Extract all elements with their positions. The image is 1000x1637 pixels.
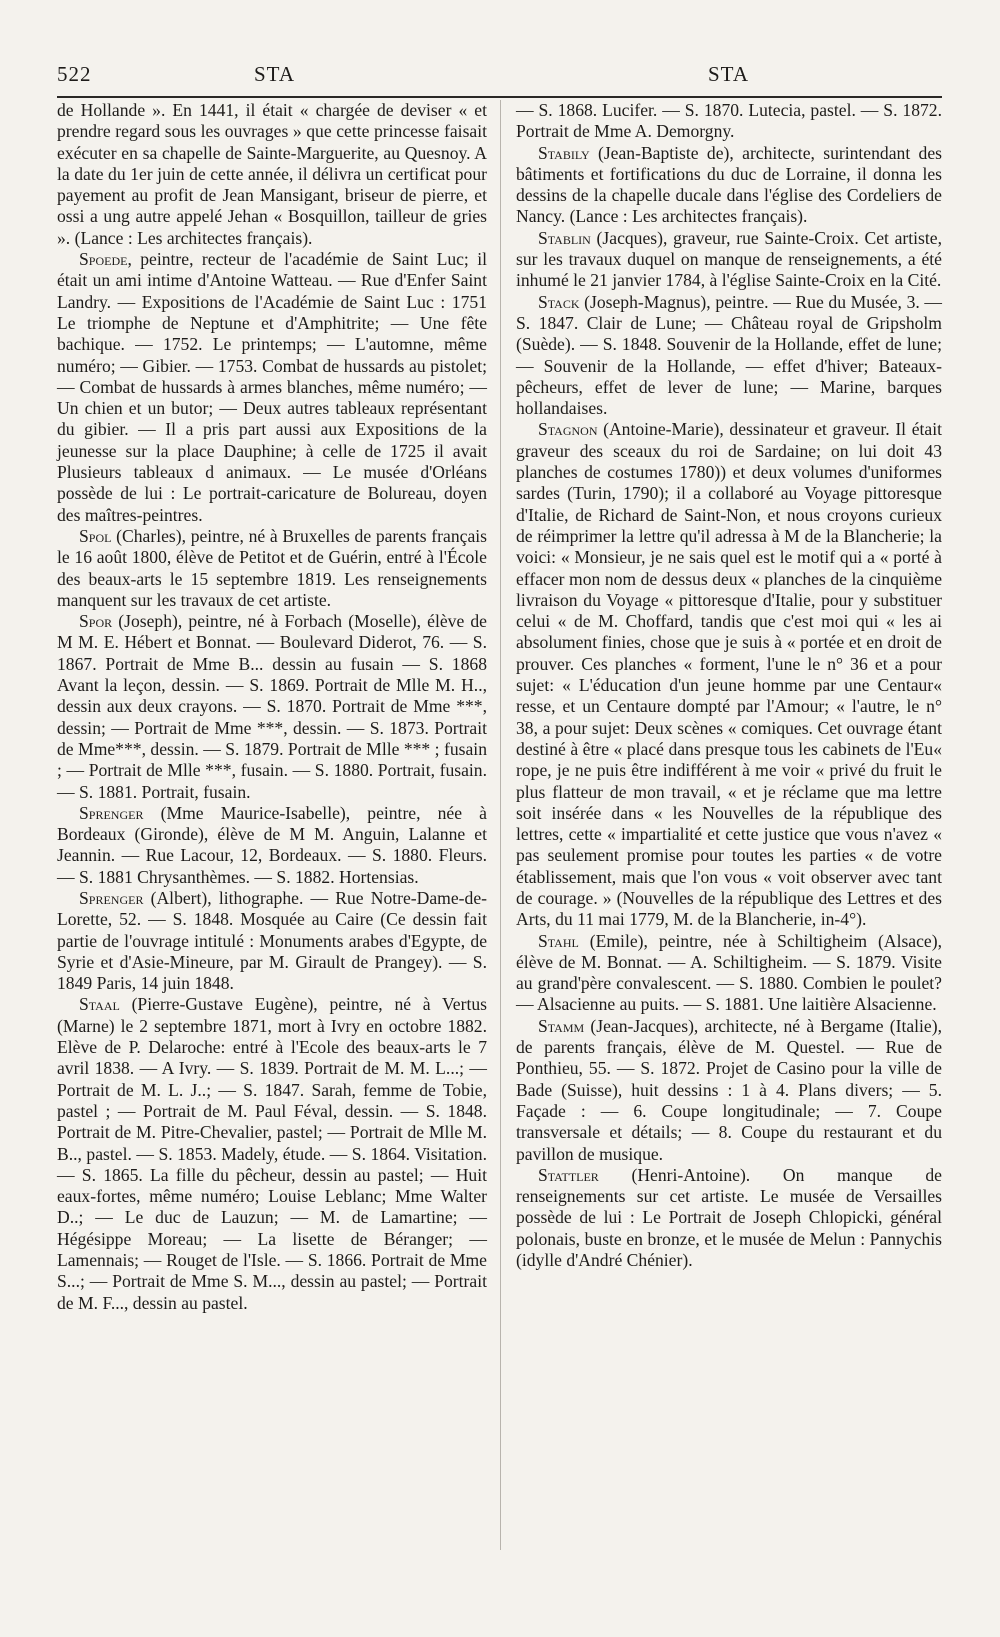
entry-text: (Jean-Baptiste de), architecte, surintendant des bâtiments et fortifications du duc de Lorraine, il donna les dessins de la chapelle ducale dans l'église des Cordeliers de Nancy. (Lance : Les architectes français). [516, 142, 942, 227]
entry-text: , peintre, recteur de l'académie de Saint Luc; il était un ami intime d'Antoine Watteau. — Rue d'Enfer Saint Landry. — Expositions de l'Académie de Saint Luc : 1751 Le triomphe de Neptune et d'Amphitrite; — Une fête bachique. — 1752. Le printemps; — L'automne, même numéro; — Gibier. — 1753. Combat de hussards au pistolet; — Combat de hussards à armes blanches, même numéro; — Un chien et un butor; — Deux autres tableaux représentant du gibier. — Il a pris part aussi aux Expositions de la jeunesse sur la place Dauphine; à celle de 1725 il avait Plusieurs tableaux d animaux. — Le musée d'Orléans possède de lui : Le portrait-caricature de Bolureau, doyen des maîtres-peintres. [57, 249, 487, 525]
entry-paragraph [516, 228, 942, 292]
entry-name: Sprenger [79, 887, 144, 908]
entry-text: (Albert), lithographe. — Rue Notre-Dame-de-Lorette, 52. — S. 1848. Mosquée au Caire (Ce dessin fait partie de l'ouvrage intitulé : Monuments arabes d'Egypte, de Syrie et d'Asie-Mineure, par M. Girault de Prangey). — S. 1849 Paris, 14 juin 1848. [57, 887, 487, 994]
entry-paragraph [516, 292, 942, 420]
entry-paragraph [516, 1165, 942, 1271]
left-column [57, 100, 487, 1314]
entry-paragraph [57, 994, 487, 1313]
entry-paragraph [516, 931, 942, 1016]
running-head-left: STA [254, 62, 295, 86]
entry-name: Staal [79, 994, 120, 1015]
entry-name: Sprenger [79, 802, 144, 823]
entry-paragraph [57, 803, 487, 888]
entry-paragraph [57, 526, 487, 611]
entry-text: (Antoine-Marie), dessinateur et graveur. Il était graveur des sceaux du roi de Sardaine; on lui doit 43 planches de costumes 1780)) et deux volumes d'uniformes sardes (Turin, 1790); il a collaboré au Voyage pittoresque d'Italie, de Richard de Saint-Non, et nous croyons curieux de réimprimer la lettre qu'il adressa à M de la Blancherie; la voici: « Monsieur, je ne sais quel est le motif qui a « porté à effacer mon nom de dessus deux « planches de la cinquième livraison du Voyage « pittoresque d'Italie, pour y substituer celui « de M. Choffard, tandis que c'est moi qui « les ai absolument finies, chose que je suis à « portée et en droit de prouver. Ces planches « forment, l'une le n° 36 et a pour sujet: « L'éducation d'un jeune homme par une Centaur« resse, et un Centaure dompté par l'Amour; « l'autre, le n° 38, a pour sujet: Deux scènes « comiques. Cet ouvrage étant destiné à être « placé dans presque tous les cabinets de l'Eu« rope, je ne puis être indifférent à me voir « privé du fruit le plus flatteur de mon travail, « et je réclame que ma lettre soit insérée dans « les Nouvelles de la république des lettres, cette « impartialité et cette justice que vous n'avez « pas seulement promise pour toutes les parties « de votre établissement, mais que l'on vous « voit observer avec tant de courage. » (Nouvelles de la république des Lettres et des Arts, du 11 mai 1779, M. de la Blancherie, in-4°). [516, 419, 942, 930]
entry-text: (Joseph-Magnus), peintre. — Rue du Musée, 3. — S. 1847. Clair de Lune; — Château royal de Gripsholm (Suède). — S. 1848. Souvenir de la Hollande, effet de lune; — Souvenir de la Hollande, — effet d'hiver; Bateaux-pêcheurs, effet de lever de lune; — Marine, barques hollandaises. [516, 291, 942, 419]
header-rule [57, 96, 942, 98]
entry-text: (Emile), peintre, née à Schiltigheim (Alsace), élève de M. Bonnat. — A. Schiltigheim. — S. 1879. Visite au grand'père convalescent. — S. 1880. Combien le poulet? — Alsacienne au puits. — S. 1881. Une laitière Alsacienne. [516, 930, 942, 1015]
entry-name: Stahl [538, 930, 579, 951]
entry-text: (Charles), peintre, né à Bruxelles de parents français le 16 août 1800, élève de Petitot et de Guérin, entré à l'École des beaux-arts le 15 septembre 1819. Les renseignements manquent sur les travaux de cet artiste. [57, 525, 487, 610]
entry-text: (Jacques), graveur, rue Sainte-Croix. Cet artiste, sur les travaux duquel on manque de renseignements, a été inhumé le 21 janvier 1784, à l'église Sainte-Croix en la Cité. [516, 227, 942, 291]
entry-paragraph [57, 888, 487, 994]
entry-name: Spor [79, 611, 113, 632]
entry-text: (Mme Maurice-Isabelle), peintre, née à Bordeaux (Gironde), élève de M M. Anguin, Lalanne et Jeannin. — Rue Lacour, 12, Bordeaux. — S. 1880. Fleurs. — S. 1881 Chrysanthèmes. — S. 1882. Hortensias. [57, 802, 487, 887]
entry-name: Stattler [538, 1164, 599, 1185]
entry-name: Stack [538, 291, 580, 312]
entry-name: Stamm [538, 1015, 585, 1036]
entry-name: Spoede [79, 249, 128, 270]
column-divider [500, 100, 501, 1550]
entry-paragraph [57, 611, 487, 803]
entry-text: (Henri-Antoine). On manque de renseignements sur cet artiste. Le musée de Versailles possède de lui : Le Portrait de Joseph Chlopicki, général polonais, buste en bronze, et le musée de Melun : Pannychis (idylle d'André Chénier). [516, 1164, 942, 1271]
entry-paragraph [57, 249, 487, 526]
paragraph: — S. 1868. Lucifer. — S. 1870. Lutecia, pastel. — S. 1872. Portrait de Mme A. Demorgny. [516, 100, 942, 142]
page-number: 522 [57, 62, 92, 86]
entry-name: Stabily [538, 142, 590, 163]
entry-name: Stablin [538, 227, 591, 248]
entry-text: (Joseph), peintre, né à Forbach (Moselle), élève de M M. E. Hébert et Bonnat. — Boulevard Diderot, 76. — S. 1867. Portrait de Mme B... dessin au fusain — S. 1868 Avant la leçon, dessin. — S. 1869. Portrait de Mlle M. H.., dessin aux deux crayons. — S. 1870. Portrait de Mme ***, dessin; — Portrait de Mme ***, dessin. — S. 1873. Portrait de Mme***, dessin. — S. 1879. Portrait de Mlle *** ; fusain ; — Portrait de Mlle ***, fusain. — S. 1880. Portrait, fusain. — S. 1881. Portrait, fusain. [57, 611, 487, 802]
entry-name: Spol [79, 525, 112, 546]
running-head-right: STA [708, 62, 749, 86]
right-column [516, 100, 942, 1271]
entry-paragraph [516, 143, 942, 228]
entry-paragraph [516, 419, 942, 930]
entry-paragraph [516, 1016, 942, 1165]
paragraph: de Hollande ». En 1441, il était « chargée de deviser « et prendre regard sous les ouvrages » que cette princesse faisait exécuter en sa chapelle de Sainte-Marguerite, au Quesnoy. A la date du 1er juin de cette année, il délivra un certificat pour payement au profit de Jean Mansigant, briseur de pierre, et ossi a ung autre appelé Jehan « Bosquillon, tailleur de gries ». (Lance : Les architectes français). [57, 100, 487, 248]
entry-text: (Pierre-Gustave Eugène), peintre, né à Vertus (Marne) le 2 septembre 1871, mort à Ivry en octobre 1882. Elève de P. Delaroche: entré à l'Ecole des beaux-arts le 7 avril 1838. — A Ivry. — S. 1839. Portrait de M. M. L...; — Portrait de M. L. J..; — S. 1847. Sarah, femme de Tobie, pastel ; — Portrait de M. Paul Féval, dessin. — S. 1848. Portrait de M. Pitre-Chevalier, pastel; — Portrait de Mlle M. B.., pastel. — S. 1853. Madely, étude. — S. 1864. Visitation. — S. 1865. La fille du pêcheur, dessin au pastel; — Huit eaux-fortes, même numéro; Louise Leblanc; Mme Walter D..; — Le duc de Lauzun; — M. de Lamartine; — Hégésippe Moreau; — La lisette de Béranger; — Lamennais; — Rouget de l'Isle. — S. 1866. Portrait de Mme S...; — Portrait de Mme S. M..., dessin au pastel; — Portrait de M. F..., dessin au pastel. [57, 994, 487, 1313]
entry-text: (Jean-Jacques), architecte, né à Bergame (Italie), de parents français, élève de M. Questel. — Rue de Ponthieu, 55. — S. 1872. Projet de Casino pour la ville de Bade (Suisse), huit dessins : 1 à 4. Plans divers; — 5. Façade : — 6. Coupe longitudinale; — 7. Coupe transversale et détails; — 8. Coupe du restaurant et du pavillon de musique. [516, 1015, 942, 1164]
entry-name: Stagnon [538, 419, 598, 440]
